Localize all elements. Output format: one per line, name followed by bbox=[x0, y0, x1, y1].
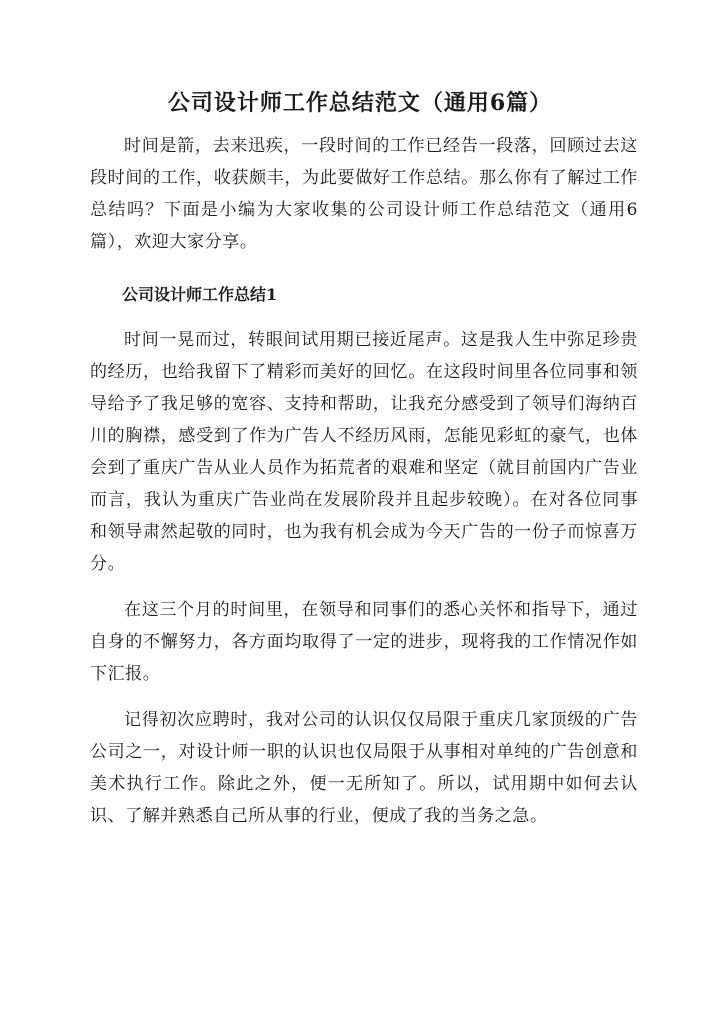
body-paragraph: 记得初次应聘时，我对公司的认识仅仅局限于重庆几家顶级的广告公司之一，对设计师一职的认识也仅局限于从事相对单纯的广告创意和美术执行工作。除此之外，便一无所知了。所以，试用期中如何去认识、了解并熟悉自己所从事的行业，便成了我的当务之急。 bbox=[90, 710, 638, 826]
section-heading: 公司设计师工作总结1 bbox=[122, 285, 278, 304]
document-body bbox=[90, 130, 638, 846]
document-title: 公司设计师工作总结范文（通用6篇） bbox=[167, 90, 553, 116]
intro-paragraph: 时间是箭，去来迅疾，一段时间的工作已经告一段落，回顾过去这段时间的工作，收获颇丰，为此要做好工作总结。那么你有了解过工作总结吗？下面是小编为大家收集的公司设计师工作总结范文（通用6篇），欢迎大家分享。 bbox=[90, 136, 638, 252]
body-paragraph: 在这三个月的时间里，在领导和同事们的悉心关怀和指导下，通过自身的不懈努力，各方面均取得了一定的进步，现将我的工作情况作如下汇报。 bbox=[90, 600, 638, 684]
body-paragraph: 时间一晃而过，转眼间试用期已接近尾声。这是我人生中弥足珍贵的经历，也给我留下了精彩而美好的回忆。在这段时间里各位同事和领导给予了我足够的宽容、支持和帮助，让我充分感受到了领导们海纳百川的胸襟，感受到了作为广告人不经历风雨，怎能见彩虹的豪气，也体会到了重庆广告从业人员作为拓荒者的艰难和坚定（就目前国内广告业而言，我认为重庆广告业尚在发展阶段并且起步较晚）。在对各位同事和领导肃然起敬的同时，也为我有机会成为今天广告的一份子而惊喜万分。 bbox=[90, 330, 638, 574]
